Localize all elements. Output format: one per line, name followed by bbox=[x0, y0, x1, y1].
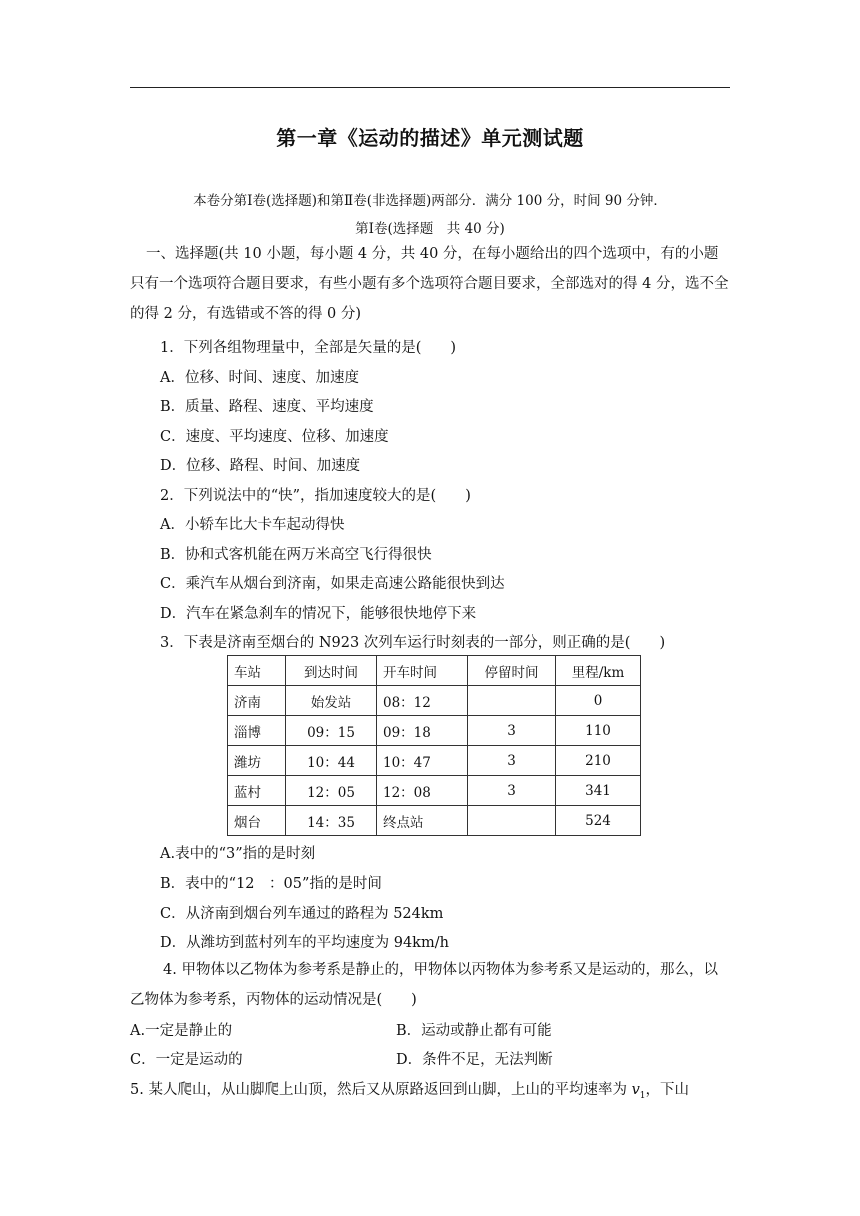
table-row bbox=[228, 776, 641, 806]
q3-option-d: D．从潍坊到蓝村列车的平均速度为 94km/h bbox=[160, 935, 449, 951]
table-cell: 341 bbox=[556, 776, 641, 806]
table-row bbox=[228, 686, 641, 716]
q2-option-b: B．协和式客机能在两万米高空飞行得很快 bbox=[160, 547, 432, 563]
page-title: 第一章《运动的描述》单元测试题 bbox=[276, 126, 584, 150]
header-rule bbox=[130, 87, 730, 88]
table-cell: 09：18 bbox=[377, 716, 468, 746]
table-cell: 3 bbox=[468, 716, 556, 746]
section-header: 第Ⅰ卷(选择题 共 40 分) bbox=[355, 221, 505, 237]
q4-option-a: A.一定是静止的 bbox=[130, 1023, 233, 1039]
table-header-cell: 里程/km bbox=[556, 656, 641, 686]
q1-option-d: D．位移、路程、时间、加速度 bbox=[160, 458, 361, 474]
table-cell: 3 bbox=[468, 746, 556, 776]
table-cell bbox=[468, 806, 556, 836]
q3-option-b: B．表中的“12 ：05”指的是时间 bbox=[160, 876, 382, 892]
table-header-cell: 到达时间 bbox=[286, 656, 377, 686]
train-timetable bbox=[227, 655, 641, 836]
q2-option-d: D．汽车在紧急刹车的情况下，能够很快地停下来 bbox=[160, 606, 477, 622]
table-cell: 蓝村 bbox=[228, 776, 286, 806]
q5-stem-suffix: ，下山 bbox=[645, 1082, 689, 1098]
q5-stem-prefix: 5. 某人爬山，从山脚爬上山顶，然后又从原路返回到山脚，上山的平均速率为 bbox=[130, 1082, 632, 1098]
q4-stem: 4. 甲物体以乙物体为参考系是静止的，甲物体以丙物体为参考系又是运动的，那么，以乙物体为参考系，丙物体的运动情况是( ) bbox=[130, 962, 718, 1008]
q4-option-c: C．一定是运动的 bbox=[130, 1052, 243, 1068]
table-cell: 524 bbox=[556, 806, 641, 836]
q2-stem: 2．下列说法中的“快”，指加速度较大的是( ) bbox=[160, 488, 471, 504]
table-row bbox=[228, 806, 641, 836]
table-cell: 烟台 bbox=[228, 806, 286, 836]
table-header-cell: 开车时间 bbox=[377, 656, 468, 686]
q4-option-d: D．条件不足，无法判断 bbox=[396, 1052, 553, 1068]
q3-option-a: A.表中的“3”指的是时刻 bbox=[160, 846, 316, 862]
q1-stem: 1．下列各组物理量中，全部是矢量的是( ) bbox=[160, 340, 457, 356]
table-cell: 08：12 bbox=[377, 686, 468, 716]
table-cell: 10：44 bbox=[286, 746, 377, 776]
table-cell: 潍坊 bbox=[228, 746, 286, 776]
table-cell: 淄博 bbox=[228, 716, 286, 746]
q1-option-b: B．质量、路程、速度、平均速度 bbox=[160, 399, 374, 415]
q5-variable-subscript: 1 bbox=[639, 1090, 646, 1101]
table-cell: 14：35 bbox=[286, 806, 377, 836]
table-cell: 3 bbox=[468, 776, 556, 806]
q3-stem: 3．下表是济南至烟台的 N923 次列车运行时刻表的一部分，则正确的是( ) bbox=[160, 635, 666, 651]
table-cell: 始发站 bbox=[286, 686, 377, 716]
table-cell: 12：05 bbox=[286, 776, 377, 806]
table-cell: 09：15 bbox=[286, 716, 377, 746]
table-header-cell: 停留时间 bbox=[468, 656, 556, 686]
q3-option-c: C．从济南到烟台列车通过的路程为 524km bbox=[160, 906, 444, 922]
table-cell: 210 bbox=[556, 746, 641, 776]
q4-option-b: B．运动或静止都有可能 bbox=[396, 1023, 552, 1039]
instructions: 一、选择题(共 10 小题，每小题 4 分，共 40 分，在每小题给出的四个选项中，有的小题只有一个选项符合题目要求，有些小题有多个选项符合题目要求，全部选对的得 4 分，选不全的得 2 分，有选错或不答的得 0 分) bbox=[130, 246, 729, 322]
q5-stem bbox=[130, 1078, 689, 1101]
q5-variable: v bbox=[631, 1082, 640, 1098]
table-row bbox=[228, 716, 641, 746]
q2-option-c: C．乘汽车从烟台到济南，如果走高速公路能很快到达 bbox=[160, 576, 505, 592]
table-header-row bbox=[228, 656, 641, 686]
table-cell: 10：47 bbox=[377, 746, 468, 776]
exam-intro: 本卷分第Ⅰ卷(选择题)和第Ⅱ卷(非选择题)两部分．满分 100 分，时间 90 分钟． bbox=[193, 193, 667, 209]
table-cell bbox=[468, 686, 556, 716]
table-cell: 0 bbox=[556, 686, 641, 716]
table-cell: 110 bbox=[556, 716, 641, 746]
q2-option-a: A．小轿车比大卡车起动得快 bbox=[160, 517, 345, 533]
q1-option-a: A．位移、时间、速度、加速度 bbox=[160, 370, 359, 386]
q1-option-c: C．速度、平均速度、位移、加速度 bbox=[160, 429, 389, 445]
table-cell: 12：08 bbox=[377, 776, 468, 806]
table-header-cell: 车站 bbox=[228, 656, 286, 686]
table-cell: 终点站 bbox=[377, 806, 468, 836]
table-cell: 济南 bbox=[228, 686, 286, 716]
table-row bbox=[228, 746, 641, 776]
